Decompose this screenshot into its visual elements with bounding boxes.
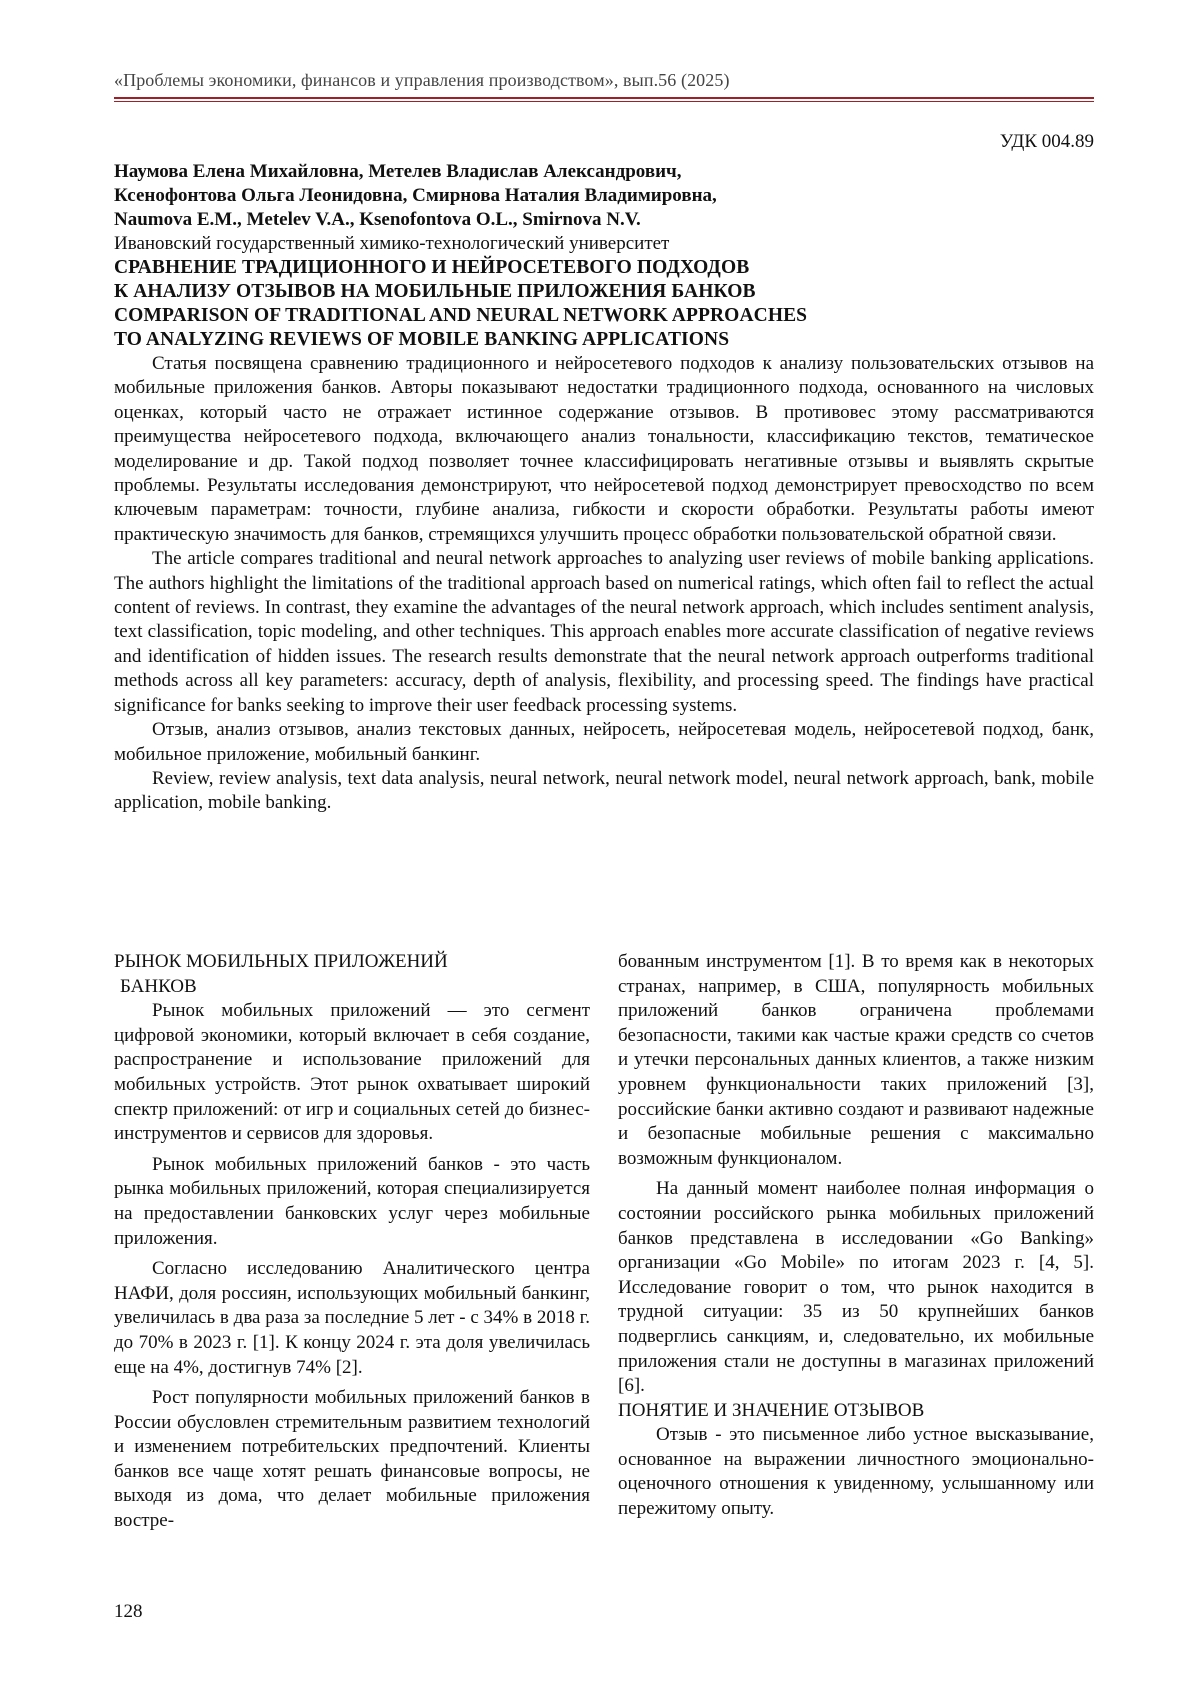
section-heading-market-cont: БАНКОВ <box>120 975 197 997</box>
body-paragraph: Рост популярности мобильных приложений банков в России обусловлен стремительным развитием технологий и изменением потребительских предпочтений. Клиенты банков все чаще хотят решать финансовые вопросы, не выходя из дома, что делает мобильные приложения востре- <box>114 1387 590 1532</box>
author-line: Naumova E.M., Metelev V.A., Ksenofontova O.L., Smirnova N.V. <box>114 209 641 230</box>
title-line: COMPARISON OF TRADITIONAL AND NEURAL NETWORK APPROACHES <box>114 305 808 326</box>
body-paragraph: Рынок мобильных приложений банков - это часть рынка мобильных приложений, которая специализируется на предоставлении банковских услуг через мобильные приложения. <box>114 1153 590 1249</box>
body-paragraph: Рынок мобильных приложений — это сегмент цифровой экономики, который включает в себя создание, распространение и использование приложений для мобильных устройств. Этот рынок охватывает широкий спектр приложений: от игр и социальных сетей до бизнес-инструментов и сервисов для здоровья. <box>114 1000 590 1145</box>
body-paragraph-continuation: бованным инструментом [1]. В то время как в некоторых странах, например, в США, популярность мобильных приложений банков ограничена проблемами безопасности, такими как частые кражи средств со счетов и утечки персональных данных клиентов, а также низким уровнем функциональности таких приложений [3], российские банки активно создают и развивают надежные и безопасные мобильные решения с максимально возможным функционалом. <box>618 951 1094 1169</box>
affiliation: Ивановский государственный химико-технологический университет <box>114 233 670 254</box>
abstract-en: The article compares traditional and neural network approaches to analyzing user reviews of mobile banking applications. The authors highlight the limitations of the traditional approach based on numerical ratings, which often fail to reflect the actual content of reviews. In contrast, they examine the advantages of the neural network approach, which includes sentiment analysis, text classification, topic modeling, and other techniques. This approach enables more accurate classification of negative reviews and identification of hidden issues. The research results demonstrate that the neural network approach outperforms traditional methods across all key parameters: accuracy, depth of analysis, flexibility, and processing speed. The findings have practical significance for banks seeking to improve their user feedback processing systems. <box>114 548 1094 716</box>
title-line: К АНАЛИЗУ ОТЗЫВОВ НА МОБИЛЬНЫЕ ПРИЛОЖЕНИЯ БАНКОВ <box>114 281 756 302</box>
header-rule <box>114 97 1094 102</box>
page-number: 128 <box>114 1601 143 1622</box>
body-paragraph: Согласно исследованию Аналитического центра НАФИ, доля россиян, использующих мобильный банкинг, увеличилась в два раза за последние 5 лет - с 34% в 2018 г. до 70% в 2023 г. [1]. К концу 2024 г. эта доля увеличилась еще на 4%, достигнув 74% [2]. <box>114 1258 590 1378</box>
abstract <box>114 352 1094 816</box>
left-column <box>114 950 590 1534</box>
running-header: «Проблемы экономики, финансов и управления производством», вып.56 (2025) <box>114 70 730 90</box>
body-paragraph: Отзыв - это письменное либо устное высказывание, основанное на выражении личностного эмоционально-оценочного отношения к увиденному, услышанному или пережитому опыту. <box>618 1424 1094 1520</box>
section-heading-market: РЫНОК МОБИЛЬНЫХ ПРИЛОЖЕНИЙ <box>114 951 448 972</box>
udc-code: УДК 004.89 <box>999 131 1094 152</box>
section-heading-reviews: ПОНЯТИЕ И ЗНАЧЕНИЕ ОТЗЫВОВ <box>618 1399 925 1421</box>
body-columns <box>114 950 1094 1534</box>
keywords-ru: Отзыв, анализ отзывов, анализ текстовых данных, нейросеть, нейросетевая модель, нейросетевой подход, банк, мобильное приложение, мобильный банкинг. <box>114 719 1094 765</box>
keywords-en: Review, review analysis, text data analysis, neural network, neural network model, neural network approach, bank, mobile application, mobile banking. <box>114 767 1094 814</box>
abstract-ru: Статья посвящена сравнению традиционного и нейросетевого подходов к анализу пользовательских отзывов на мобильные приложения банков. Авторы показывают недостатки традиционного подхода, основанного на числовых оценках, который часто не отражает истинное содержание отзывов. В противовес этому рассматриваются преимущества нейросетевого подхода, включающего анализ тональности, классификацию текстов, тематическое моделирование и др. Такой подход позволяет точнее классифицировать негативные отзывы и выявлять скрытые проблемы. Результаты исследования демонстрируют, что нейросетевой подход демонстрирует превосходство по всем ключевым параметрам: точности, глубине анализа, гибкости и скорости обработки. Результаты работы имеют практическую значимость для банков, стремящихся улучшить процесс обработки пользовательской обратной связи. <box>114 353 1094 545</box>
right-column <box>618 950 1094 1534</box>
article-front-matter <box>114 160 1094 816</box>
body-paragraph: На данный момент наиболее полная информация о состоянии российского рынка мобильных приложений банков представлена в исследовании «Go Banking» организации «Go Mobile» по итогам 2023 г. [4, 5]. Исследование говорит о том, что рынок находится в трудной ситуации: 35 из 50 крупнейших банков подверглись санкциям, и, следовательно, их мобильные приложения стали не доступны в магазинах приложений [6]. <box>618 1178 1094 1397</box>
title-line: СРАВНЕНИЕ ТРАДИЦИОННОГО И НЕЙРОСЕТЕВОГО ПОДХОДОВ <box>114 257 750 278</box>
author-line: Наумова Елена Михайловна, Метелев Владислав Александрович, <box>114 161 682 182</box>
title-line: TO ANALYZING REVIEWS OF MOBILE BANKING APPLICATIONS <box>114 329 730 350</box>
author-line: Ксенофонтова Ольга Леонидовна, Смирнова Наталия Владимировна, <box>114 185 717 206</box>
